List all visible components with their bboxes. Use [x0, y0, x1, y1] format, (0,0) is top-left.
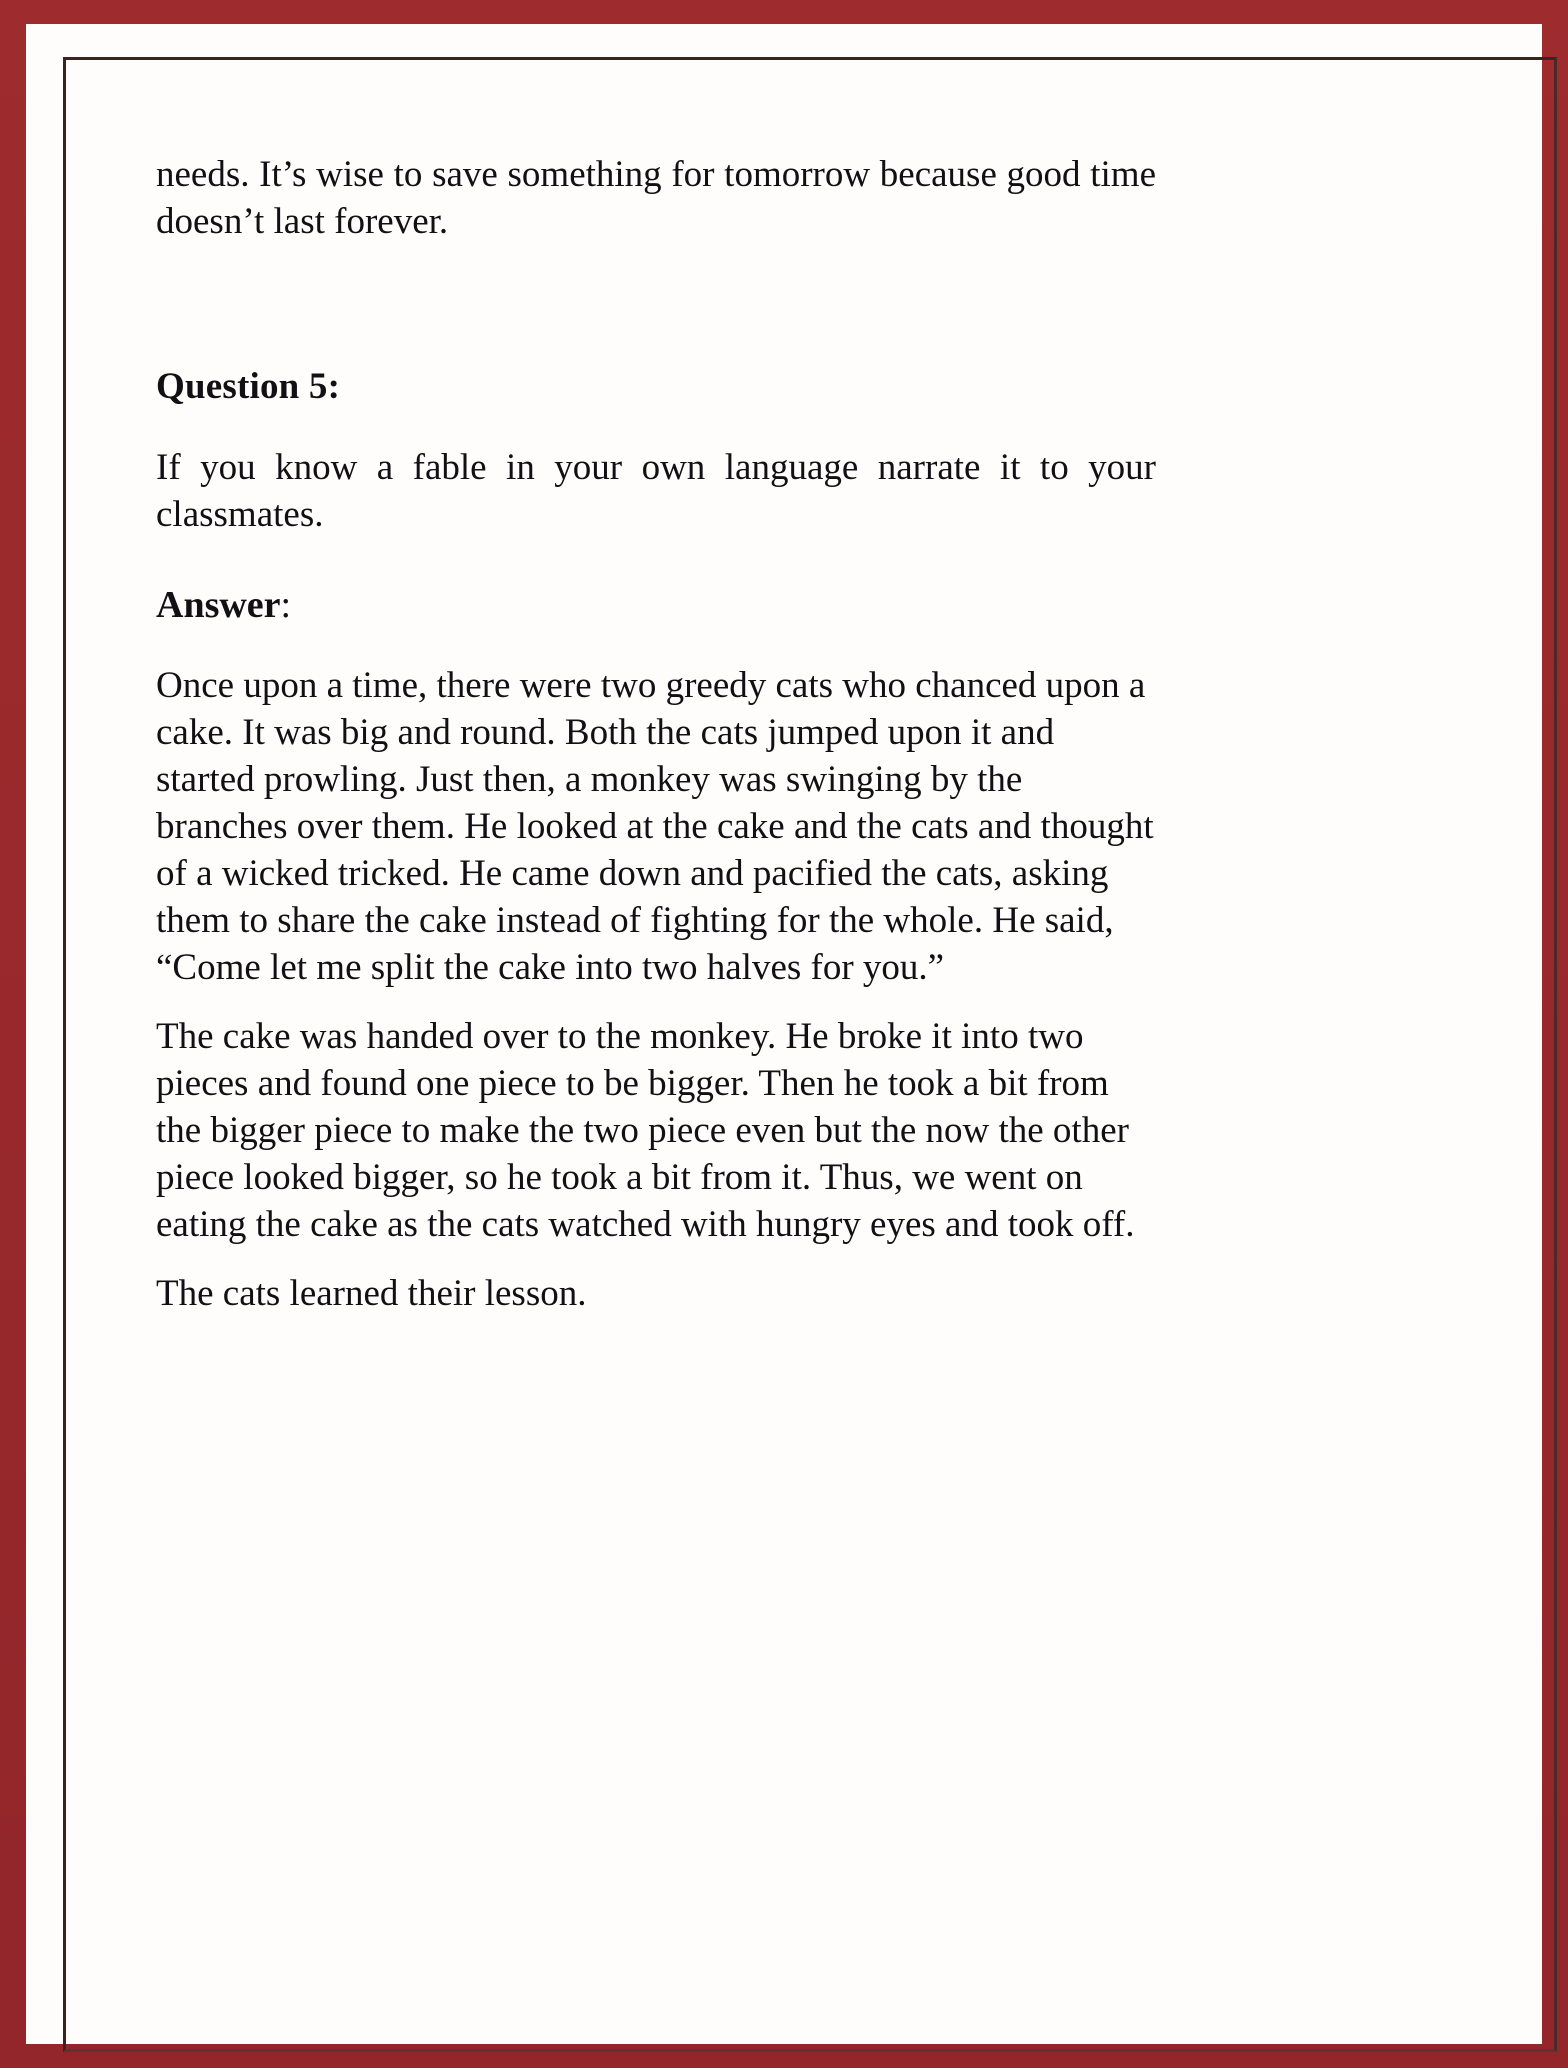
answer-paragraph-3: The cats learned their lesson. [156, 1272, 587, 1314]
answer-label: Answer [156, 583, 281, 626]
answer-label-row [156, 581, 1156, 629]
spacer-after-answer-label [156, 629, 1156, 663]
answer-colon: : [280, 583, 292, 626]
answer-paragraph-2: The cake was handed over to the monkey. He broke it into two pieces and found one piece to be bigger. Then he took a bit from the bigger piece to make the two piece even but the now the other piece looked bigger, so he took a bit from it. Thus, we went on eating the cake as the cats watched with hungry eyes and took off. [156, 1016, 1135, 1245]
document-content [156, 152, 1156, 1340]
spacer-before-answer [156, 561, 1156, 581]
question-text: If you know a fable in your own language narrate it to your classmates. [156, 446, 1156, 535]
continuation-paragraph: needs. It’s wise to save something for tomorrow because good time doesn’t last forever. [156, 154, 1156, 242]
answer-paragraph-1: Once upon a time, there were two greedy cats who chanced upon a cake. It was big and round. Both the cats jumped upon it and started prowling. Just then, a monkey was swinging by the branches over them. He looked at the cake and the cats and thought of a wicked tricked. He came down and pacified the cats, asking them to share the cake instead of fighting for the whole. He said, “Come let me split the cake into two halves for you.” [156, 665, 1154, 989]
spacer-after-question-heading [156, 411, 1156, 445]
document-paper [26, 24, 1542, 2044]
question-heading: Question 5: [156, 365, 341, 407]
spacer-before-question [156, 268, 1156, 364]
